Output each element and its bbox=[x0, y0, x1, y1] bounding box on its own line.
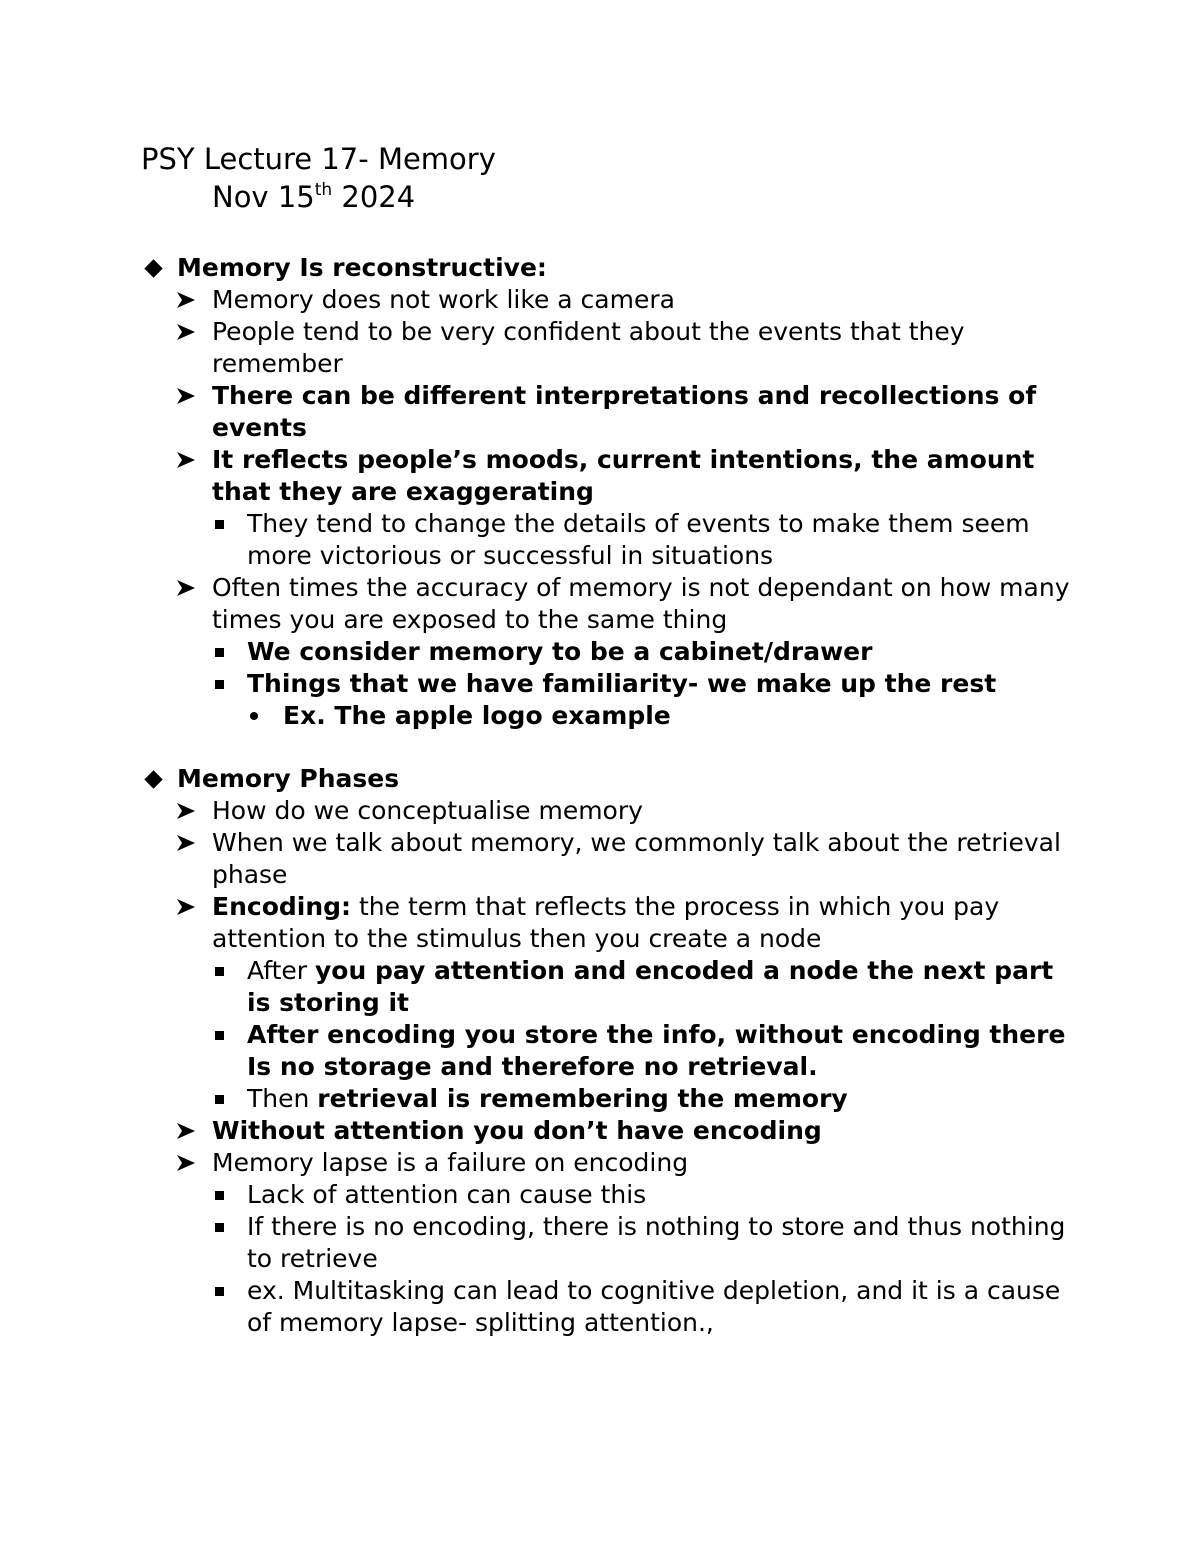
arrow-bullet-icon bbox=[175, 827, 197, 859]
list-item bbox=[0, 1179, 1080, 1211]
list-item-text: They tend to change the details of events to make them seem more victorious or successful in situations bbox=[247, 509, 1030, 570]
list-item bbox=[0, 1019, 1080, 1083]
list-item-text: Things that we have familiarity- we make up the rest bbox=[247, 669, 997, 698]
square-bullet-icon bbox=[215, 1019, 224, 1051]
square-bullet-icon bbox=[215, 1179, 224, 1211]
list-item bbox=[0, 700, 1080, 732]
list-item-text: Without attention you don’t have encoding bbox=[212, 1116, 822, 1145]
square-bullet-icon bbox=[215, 1275, 224, 1307]
list-item bbox=[0, 508, 1080, 572]
square-bullet-icon bbox=[215, 668, 224, 700]
list-item-text: It reflects people’s moods, current intentions, the amount that they are exaggerating bbox=[212, 445, 1035, 506]
arrow-bullet-icon bbox=[175, 795, 197, 827]
square-bullet-icon bbox=[215, 955, 224, 987]
list-item-text: If there is no encoding, there is nothing to store and thus nothing to retrieve bbox=[247, 1212, 1066, 1273]
list-item-text: you pay attention and encoded a node the next part is storing it bbox=[247, 956, 1054, 1017]
section-heading-text: Memory Phases bbox=[177, 764, 400, 793]
list-item bbox=[0, 380, 1080, 444]
list-item bbox=[0, 1275, 1080, 1339]
list-item-lead: Then bbox=[247, 1084, 318, 1113]
list-item-lead: Encoding: bbox=[212, 892, 352, 921]
list-item bbox=[0, 572, 1080, 636]
list-item-text: People tend to be very confident about the events that they remember bbox=[212, 317, 965, 378]
list-item bbox=[0, 668, 1080, 700]
list-item bbox=[0, 827, 1080, 891]
list-item bbox=[0, 1083, 1080, 1115]
date-ordinal: th bbox=[314, 180, 333, 200]
list-item bbox=[0, 1211, 1080, 1275]
list-item-text: Lack of attention can cause this bbox=[247, 1180, 647, 1209]
square-bullet-icon bbox=[215, 636, 224, 668]
arrow-bullet-icon bbox=[175, 1147, 197, 1179]
arrow-bullet-icon bbox=[175, 316, 197, 348]
list-item-text: Memory does not work like a camera bbox=[212, 285, 675, 314]
square-bullet-icon bbox=[215, 1211, 224, 1243]
date-year: 2024 bbox=[332, 180, 416, 214]
list-item-lead: After bbox=[247, 956, 315, 985]
list-item bbox=[0, 636, 1080, 668]
list-item bbox=[0, 1115, 1080, 1147]
arrow-bullet-icon bbox=[175, 444, 197, 476]
notes-content bbox=[0, 252, 1200, 1339]
list-item-text: After encoding you store the info, without encoding there Is no storage and therefore no retrieval. bbox=[247, 1020, 1066, 1081]
list-item bbox=[0, 284, 1080, 316]
arrow-bullet-icon bbox=[175, 284, 197, 316]
diamond-bullet-icon bbox=[142, 763, 160, 795]
list-item bbox=[0, 955, 1080, 1019]
list-item-text: Ex. The apple logo example bbox=[283, 701, 671, 730]
arrow-bullet-icon bbox=[175, 380, 197, 412]
list-item-text: ex. Multitasking can lead to cognitive depletion, and it is a cause of memory lapse- splitting attention., bbox=[247, 1276, 1061, 1337]
list-item-text: Often times the accuracy of memory is not dependant on how many times you are exposed to the same thing bbox=[212, 573, 1070, 634]
section-heading bbox=[0, 252, 1080, 284]
list-item bbox=[0, 316, 1080, 380]
square-bullet-icon bbox=[215, 508, 224, 540]
date-text: Nov 15 bbox=[212, 180, 315, 214]
list-item bbox=[0, 795, 1080, 827]
list-item-text: There can be different interpretations and recollections of events bbox=[212, 381, 1037, 442]
list-item-text: We consider memory to be a cabinet/drawer bbox=[247, 637, 873, 666]
section-heading bbox=[0, 763, 1080, 795]
list-item bbox=[0, 1147, 1080, 1179]
document-date bbox=[212, 180, 415, 214]
arrow-bullet-icon bbox=[175, 891, 197, 923]
section-heading-text: Memory Is reconstructive: bbox=[177, 253, 547, 282]
arrow-bullet-icon bbox=[175, 1115, 197, 1147]
list-item bbox=[0, 891, 1080, 955]
square-bullet-icon bbox=[215, 1083, 224, 1115]
list-item-text: How do we conceptualise memory bbox=[212, 796, 643, 825]
list-item-text: retrieval is remembering the memory bbox=[317, 1084, 848, 1113]
list-item-text: the term that reflects the process in which you pay attention to the stimulus then you create a node bbox=[212, 892, 1000, 953]
diamond-bullet-icon bbox=[142, 252, 160, 284]
list-item-text: When we talk about memory, we commonly talk about the retrieval phase bbox=[212, 828, 1061, 889]
arrow-bullet-icon bbox=[175, 572, 197, 604]
round-bullet-icon bbox=[248, 700, 258, 732]
list-item-text: Memory lapse is a failure on encoding bbox=[212, 1148, 689, 1177]
list-item bbox=[0, 444, 1080, 508]
document-title: PSY Lecture 17- Memory bbox=[141, 142, 496, 176]
